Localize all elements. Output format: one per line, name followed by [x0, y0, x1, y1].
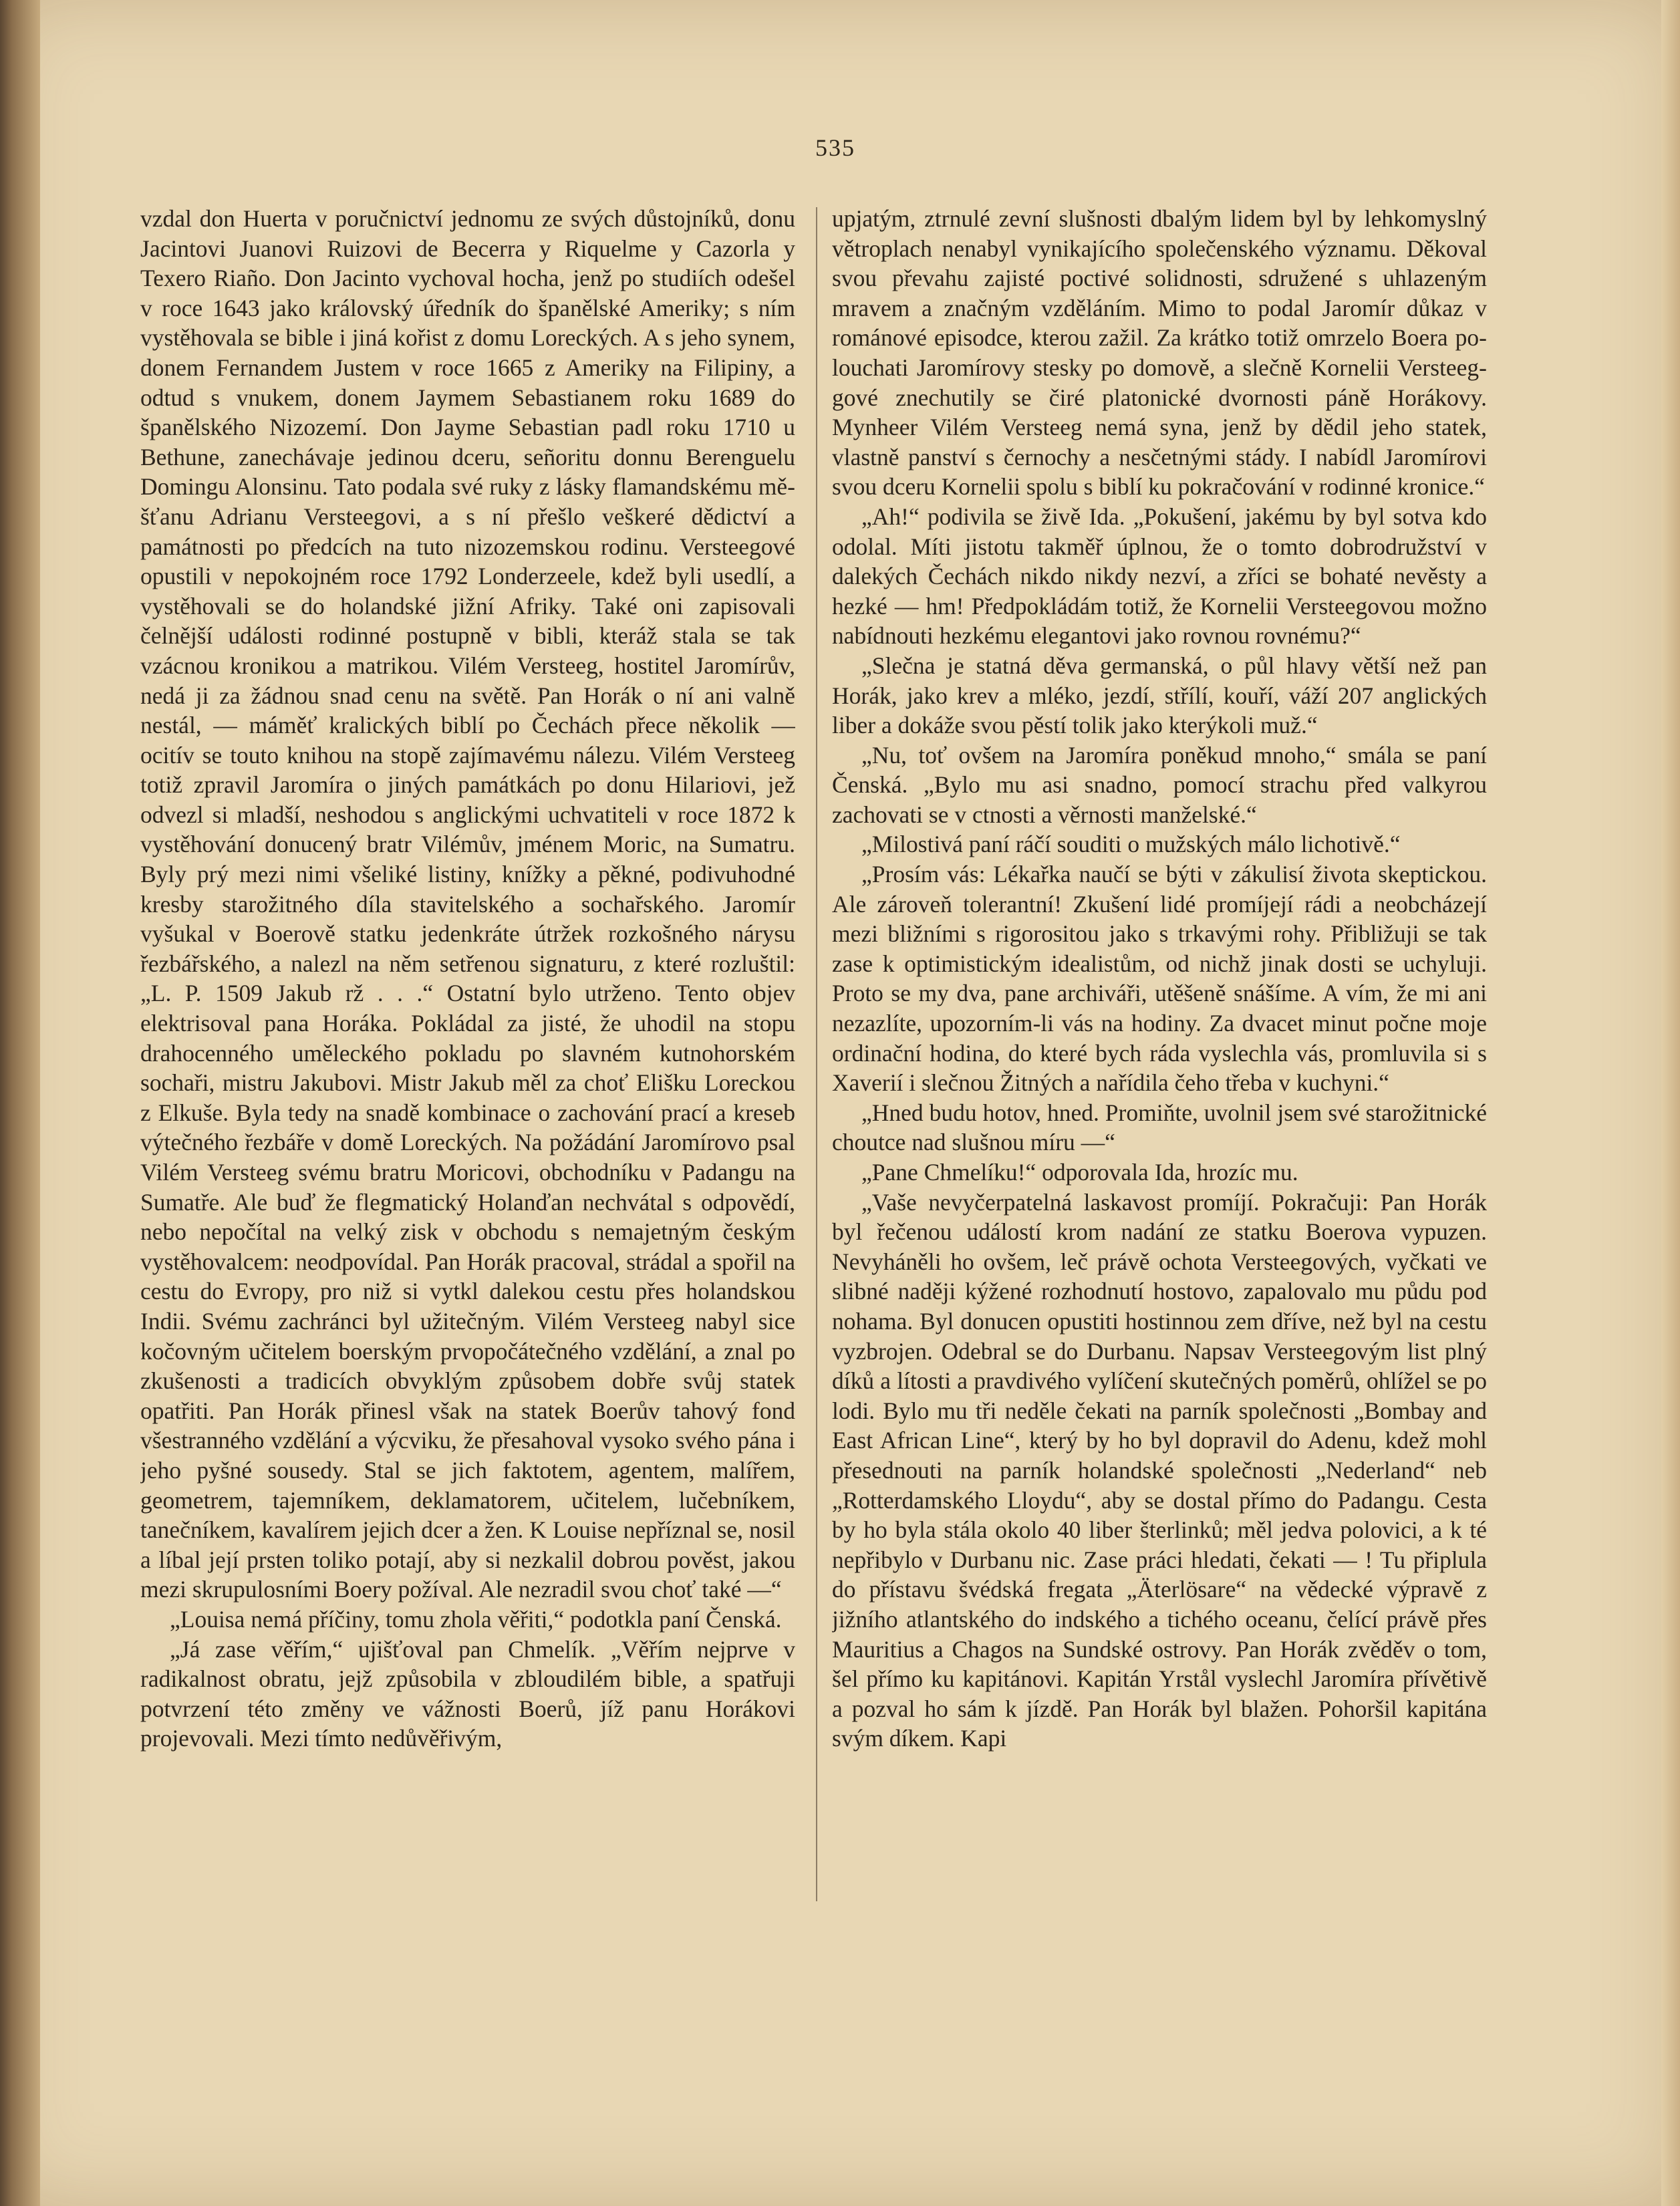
right-text-column [832, 204, 1487, 1901]
paragraph: „Ah!“ podivila se živě Ida. „Pokušení, jakému by byl sotva kdo odolal. Míti jistotu takměř úplnou, že o tomto dobrodružství v dalekých Čechách nikdo nikdy nezví, a zříci se bohaté nevěsty a hezké — hm! Předpokládám totiž, že Kornelii Versteegovou možno nabídnouti hezkému elegantovi jako rovnou rovnému?“ [832, 503, 1487, 650]
paragraph: „Louisa nemá příčiny, tomu zhola věřiti,“ podotkla paní Čenská. [170, 1605, 782, 1633]
paragraph: „Vaše nevyčerpatelná laskavost promíjí. Pokračuji: Pan Horák byl řečenou událostí krom nadání ze statku Boerova vypuzen. Nevyháněli ho ovšem, leč právě ochota Versteegových, vyčkati ve slibné naději kýžené rozhodnutí hostovo, zapalovalo mu půdu pod nohama. Byl donucen opustiti hostinnou zem dříve, než byl na cestu vyzbrojen. Odebral se do Durbanu. Napsav Versteegovým list plný díků a lítosti a pravdivého vylíčení skutečných poměrů, ohlížel se po lodi. Bylo mu tři neděle čekati na parník společnosti „Bombay and East African Line“, který by ho byl dopravil do Adenu, kdež mohl přesednouti na parník holandské společnosti „Nederland“ neb „Rotterdamského Lloydu“, aby se dostal přímo do Padangu. Cesta by ho byla stála okolo 40 liber šterlinků; měl jedva polovici, a k té nepřibylo v Durbanu nic. Zase práci hledati, čekati — ! Tu připlula do přístavu švédská fregata „Äterlösare“ na vědecké výpravě z jižního atlantského do indského a tichého oceanu, čelící právě přes Mauritius a Chagos na Sundské ostrovy. Pan Horák zvěděv o tom, šel přímo ku kapitánovi. Kapitán Yrstål vyslechl Jaromíra přívětivě a pozval ho sám k jízdě. Pan Horák byl blažen. Pohoršil kapitána svým díkem. Kapi [832, 1188, 1487, 1752]
paragraph: upjatým, ztrnulé zevní slušnosti dbalým lidem byl by lehkomyslný větroplach nenabyl vynikajícího společenského významu. Děkoval svou převahu zajisté poctivé solidnosti, sdružené s uhlazeným mravem a značným vzděláním. Mimo to podal Jaromír důkaz v románové episodce, kterou zažil. Za krátko totiž omrzelo Boera po-louchati Jaromírovy stesky po domově, a slečně Kornelii Versteeggové znechutily se čiré platonické dvornosti páně Horákovy. Mynheer Vilém Versteeg nemá syna, jenž by dědil jeho statek, vlastně panství s černochy a nesčetnými stády. I nabídl Jaromírovi svou dceru Kornelii spolu s biblí ku pokračování v rodinné kronice.“ [832, 205, 1487, 501]
paragraph: „Prosím vás: Lékařka naučí se býti v zákulisí života skeptickou. Ale zároveň tolerantní! Zkušení lidé promíjejí rádi a neobcházejí mezi bližními s rigorositou jako s trkavými rohy. Přibližuji se tak zase k optimistickým idealistům, od nichž jinak dosti se uchyluji. Proto se my dva, pane archiváři, utěšeně snášíme. A vím, že mi ani nezazlíte, upozorním-li vás na hodiny. Za dvacet minut počne moje ordinační hodina, do které bych ráda vyslechla vás, promluvila si s Xaverií i slečnou Žitných a nařídila čeho třeba v kuchyni.“ [832, 861, 1487, 1097]
page-number: 535 [815, 134, 855, 161]
paragraph: „Pane Chmelíku!“ odporovala Ida, hrozíc mu. [861, 1159, 1298, 1186]
paragraph: „Milostivá paní ráčí souditi o mužských málo lichotivě.“ [861, 831, 1401, 858]
paragraph: „Nu, toť ovšem na Jaromíra poněkud mnoho,“ smála se paní Čenská. „Bylo mu asi snadno, pomocí strachu před valkyrou zachovati se v ctnosti a věrnosti manželské.“ [832, 741, 1487, 828]
left-text-column [140, 204, 795, 1901]
paragraph: „Hned budu hotov, hned. Promiňte, uvolnil jsem své starožitnické choutce nad slušnou míru —“ [832, 1099, 1487, 1156]
binding-gutter [0, 0, 40, 2206]
paragraph: vzdal don Huerta v poručnictví jednomu ze svých důstojníků, donu Jacintovi Juanovi Ruizovi de Becerra y Riquelme y Cazorla y Texero Riaño. Don Jacinto vychoval hocha, jenž po studiích odešel v roce 1643 jako královský úředník do španělské Ameriky; s ním vystěhovala se bible i jiná kořist z domu Loreckých. A s jeho synem, donem Fernandem Justem v roce 1665 z Ameriky na Filipiny, a odtud s vnukem, donem Jaymem Sebastianem roku 1689 do španělského Nizozemí. Don Jayme Sebastian padl roku 1710 u Bethune, zanechávaje jedinou dceru, señoritu donnu Berenguelu Domingu Alonsinu. Tato podala své ruky z lásky flamandskému měšťanu Adrianu Versteegovi, a s ní přešlo veškeré dědictví a památnosti po předcích na tuto nizozemskou rodinu. Versteegové opustili v nepokojném roce 1792 Londerzeele, kdež byli usedlí, a vystěhovali se do holandské jižní Afriky. Také oni zapisovali čelnější události rodinné postupně v bibli, kteráž stala se tak vzácnou kronikou a matrikou. Vilém Versteeg, hostitel Jaromírův, nedá ji za žádnou snad cenu na světě. Pan Horák o ní ani valně nestál, — máměť kralických biblí po Čechách přece několik — ocitív se touto knihou na stopě zajímavému nálezu. Vilém Versteeg totiž zpravil Jaromíra o jiných památkách po donu Hilariovi, jež odvezl si mladší, neshodou s anglickými uchvatiteli v roce 1872 k vystěhování donucený bratr Vilémův, jménem Moric, na Sumatru. Byly prý mezi nimi všeliké listiny, knížky a pěkné, podivuhodné kresby starožitného díla stavitelského a sochařského. Jaromír vyšukal v Boerově statku jedenkráte útržek rozkošného nárysu řezbářského, a nalezl na něm setřenou signaturu, z které rozluštil: „L. P. 1509 Jakub rž . . .“ Ostatní bylo utrženo. Tento objev elektrisoval pana Horáka. Pokládal za jisté, že uhodil na stopu drahocenného uměleckého pokladu po slavném kutnohorském sochaři, mistru Jakubovi. Mistr Jakub měl za choť Elišku Loreckou z Elkuše. Byla tedy na snadě kombinace o zachování prací a kreseb výtečného řezbáře v domě Loreckých. Na požádání Jaromírovo psal Vilém Versteeg svému bratru Moricovi, obchodníku v Padangu na Sumatře. Ale buď že flegmatický Holanďan nechvátal s odpovědí, nebo nepočítal na velký zisk v obchodu s nemajetným českým vystěhovalcem: neodpovídal. Pan Horák pracoval, strádal a spořil na cestu do Evropy, pro niž si vytkl dalekou cestu přes holandskou Indii. Svému zachránci byl užitečným. Vilém Versteeg nabyl sice kočovným učitelem boerským prvopočátečného vzdělání, a znal po zkušenosti a tradicích obvyklým způsobem dobře svůj statek opatřiti. Pan Horák přinesl však na statek Boerův tahový fond všestranného vzdělání a výcviku, že přesahoval vysoko svého pána i jeho pyšné sousedy. Stal se jich faktotem, agentem, malířem, geometrem, tajemníkem, deklamatorem, učitelem, lučebníkem, tanečníkem, kavalírem jejich dcer a žen. K Louise nepříznal se, nosil a líbal její prsten toliko potají, aby si nezkalil dobrou pověst, jakou mezi skrupulosními Boery požíval. Ale nezradil svou choť také —“ [140, 205, 795, 1603]
paragraph: „Slečna je statná děva germanská, o půl hlavy větší než pan Horák, jako krev a mléko, jezdí, střílí, kouří, váží 207 anglických liber a dokáže svou pěstí tolik jako kterýkoli muž.“ [832, 652, 1487, 739]
paragraph: „Já zase věřím,“ ujišťoval pan Chmelík. „Věřím nejprve v radikalnost obratu, jejž způsobila v zbloudilém bible, a spatřuji potvrzení této změny ve vážnosti Boerů, jíž panu Horákovi projevovali. Mezi tímto nedůvěřivým, [140, 1635, 795, 1752]
page-edge [1661, 0, 1680, 2206]
column-divider [816, 207, 817, 1901]
